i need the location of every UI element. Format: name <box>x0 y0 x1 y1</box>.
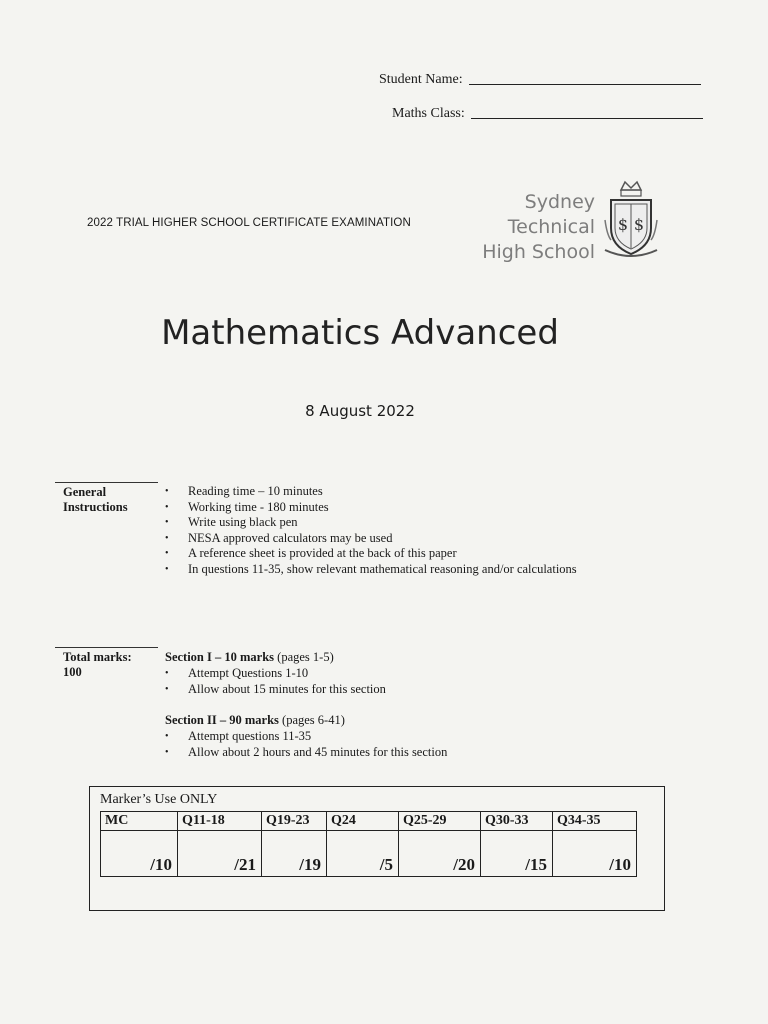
svg-text:$: $ <box>633 215 645 234</box>
student-name-label: Student Name: <box>379 72 463 87</box>
general-instructions-list <box>165 484 577 577</box>
student-name-row <box>379 72 701 88</box>
section-1-heading <box>165 650 334 665</box>
section-1-heading-bold: Section I – 10 marks <box>165 650 275 664</box>
section-2-heading-bold: Section II – 90 marks <box>165 713 279 727</box>
section-1-list <box>165 666 386 697</box>
page-title: Mathematics Advanced <box>161 313 559 353</box>
section-2-heading-pages: (pages 6-41) <box>278 713 345 727</box>
general-label-line-2: Instructions <box>63 500 128 514</box>
score-cell-q19-23[interactable]: /19 <box>262 831 327 877</box>
total-marks-label-line-1: Total marks: <box>63 650 132 664</box>
score-cell-q25-29[interactable]: /20 <box>399 831 481 877</box>
list-item: • In questions 11-35, show relevant mathematical reasoning and/or calculations <box>165 562 577 578</box>
list-item: • Working time - 180 minutes <box>165 500 577 516</box>
total-marks-label <box>63 650 132 680</box>
exam-header: 2022 TRIAL HIGHER SCHOOL CERTIFICATE EXAMINATION <box>87 217 411 229</box>
list-item: • A reference sheet is provided at the back of this paper <box>165 546 577 562</box>
marker-header-q30-33: Q30-33 <box>481 812 553 831</box>
exam-date: 8 August 2022 <box>305 402 415 420</box>
section-2-heading <box>165 713 345 728</box>
maths-class-row <box>392 106 703 122</box>
list-item: • Reading time – 10 minutes <box>165 484 577 500</box>
general-label-line-1: General <box>63 485 107 499</box>
general-divider <box>55 482 158 483</box>
marker-header-mc: MC <box>101 812 178 831</box>
score-cell-q24[interactable]: /5 <box>327 831 399 877</box>
marker-header-q11-18: Q11-18 <box>178 812 262 831</box>
score-cell-q11-18[interactable]: /21 <box>178 831 262 877</box>
school-name-line-3: High School <box>482 241 595 263</box>
score-cell-q30-33[interactable]: /15 <box>481 831 553 877</box>
marker-header-q34-35: Q34-35 <box>553 812 637 831</box>
score-cell-mc[interactable]: /10 <box>101 831 178 877</box>
list-item: • Attempt Questions 1-10 <box>165 666 386 682</box>
school-name-line-1: Sydney <box>524 191 595 213</box>
marker-use-box <box>89 786 665 911</box>
svg-text:$: $ <box>617 215 629 234</box>
score-cell-q34-35[interactable]: /10 <box>553 831 637 877</box>
marker-score-table <box>100 811 637 877</box>
total-divider <box>55 647 158 648</box>
section-2-list <box>165 729 447 760</box>
list-item: • Allow about 15 minutes for this section <box>165 682 386 698</box>
section-1-heading-pages: (pages 1-5) <box>274 650 334 664</box>
general-instructions-label <box>63 485 128 515</box>
marker-use-title: Marker’s Use ONLY <box>100 792 218 807</box>
list-item: • NESA approved calculators may be used <box>165 531 577 547</box>
marker-header-q24: Q24 <box>327 812 399 831</box>
marker-header-q19-23: Q19-23 <box>262 812 327 831</box>
maths-class-field[interactable] <box>471 117 703 119</box>
maths-class-label: Maths Class: <box>392 106 465 121</box>
list-item: • Attempt questions 11-35 <box>165 729 447 745</box>
total-marks-value: 100 <box>63 665 82 679</box>
school-name <box>482 190 595 265</box>
student-name-field[interactable] <box>469 83 701 85</box>
school-name-line-2: Technical <box>507 216 595 238</box>
school-crest-icon <box>603 180 659 260</box>
marker-header-q25-29: Q25-29 <box>399 812 481 831</box>
list-item: • Allow about 2 hours and 45 minutes for this section <box>165 745 447 761</box>
list-item: • Write using black pen <box>165 515 577 531</box>
